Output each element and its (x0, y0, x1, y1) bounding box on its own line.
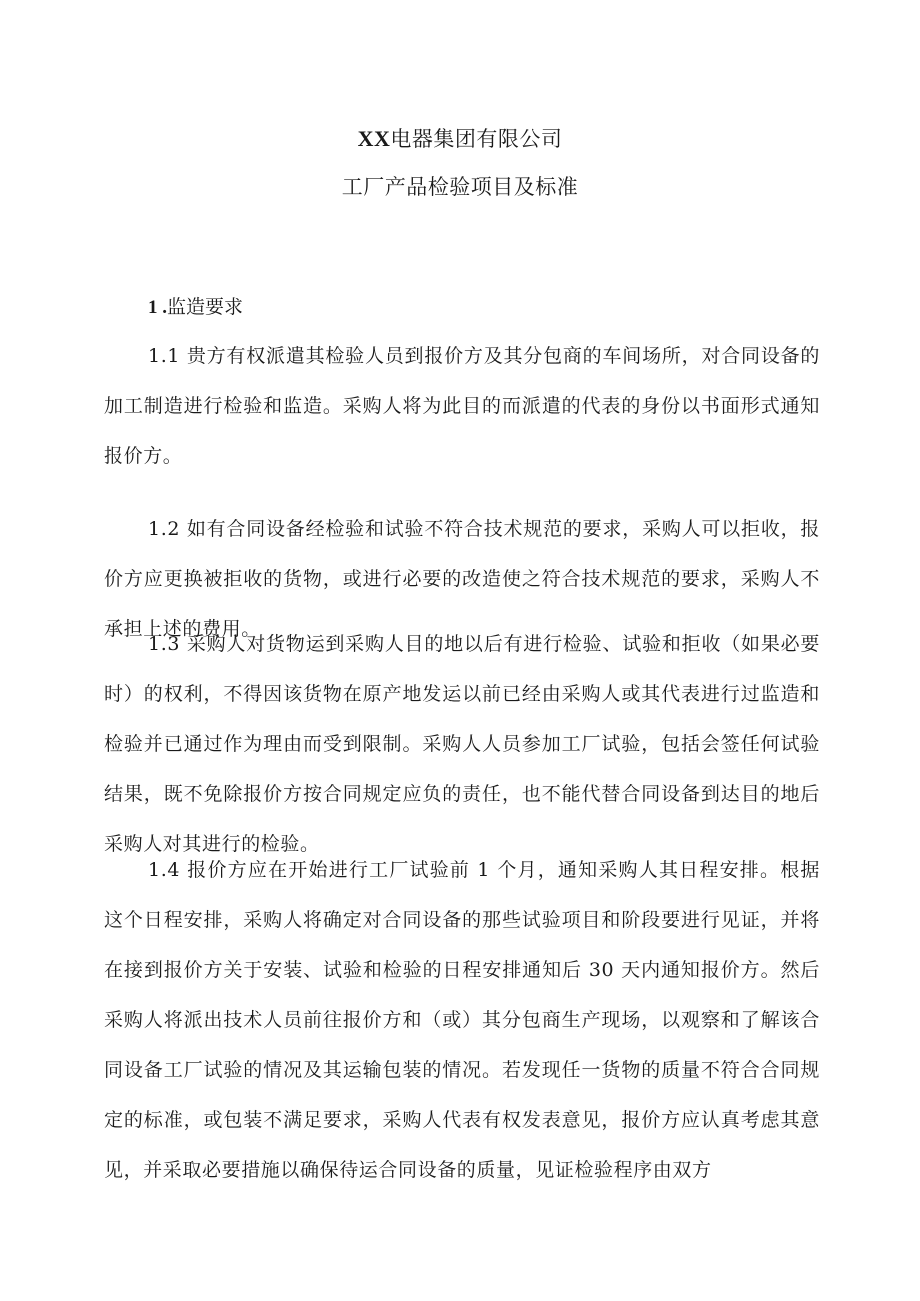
paragraph-1-1: 1.1 贵方有权派遣其检验人员到报价方及其分包商的车间场所，对合同设备的加工制造进行检验和监造。采购人将为此目的而派遣的代表的身份以书面形式通知报价方。 (104, 345, 820, 467)
section-number: 1 . (148, 297, 167, 318)
document-subtitle: 工厂产品检验项目及标准 (341, 175, 579, 199)
paragraph-1-4: 1.4 报价方应在开始进行工厂试验前 1 个月，通知采购人其日程安排。根据这个日程安排，采购人将确定对合同设备的那些试验项目和阶段要进行见证，并将在接到报价方关于安装、试验和检验的日程安排通知后 30 天内通知报价方。然后采购人将派出技术人员前往报价方和（或）其分包商生产现场，以观察和了解该合同设备工厂试验的情况及其运输包装的情况。若发现任一货物的质量不符合合同规定的标准，或包装不满足要求，采购人代表有权发表意见，报价方应认真考虑其意见，并采取必要措施以确保待运合同设备的质量，见证检验程序由双方 (104, 859, 820, 1181)
paragraph-1-3: 1.3 采购人对货物运到采购人目的地以后有进行检验、试验和拒收（如果必要时）的权利，不得因该货物在原产地发运以前已经由采购人或其代表进行过监造和检验并已通过作为理由而受到限制。采购人人员参加工厂试验，包括会签任何试验结果，既不免除报价方按合同规定应负的责任，也不能代替合同设备到达目的地后采购人对其进行的检验。 (104, 633, 820, 855)
document-title (0, 124, 920, 154)
section-title: 监造要求 (167, 296, 244, 318)
title-company: 电器集团有限公司 (390, 127, 563, 151)
section-body-1-4 (104, 845, 820, 1195)
section-body-1-1 (104, 331, 820, 481)
section-heading (148, 292, 243, 323)
section-body-1-3 (104, 619, 820, 869)
title-prefix: XX (357, 126, 391, 151)
paragraph-1-2: 1.2 如有合同设备经检验和试验不符合技术规范的要求，采购人可以拒收，报价方应更换被拒收的货物，或进行必要的改造使之符合技术规范的要求，采购人不承担上述的费用。 (104, 518, 820, 640)
